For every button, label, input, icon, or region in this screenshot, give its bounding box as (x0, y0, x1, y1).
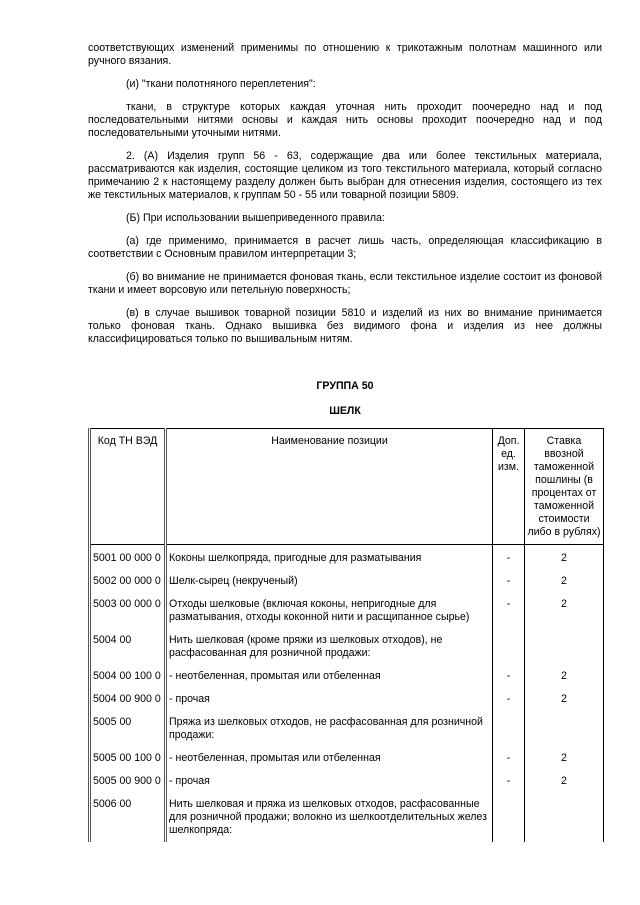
table-row (90, 593, 604, 629)
paragraph: (в) в случае вышивок товарной позиции 5810 и изделий из них во внимание принимается только фоновая ткань. Однако вышивка без видимого фона и изделия из нее должны классифицироваться только по вышивальным нитям. (88, 307, 602, 345)
cell-name: - прочая (166, 688, 493, 711)
cell-code: 5005 00 (90, 711, 166, 747)
paragraph: (Б) При использовании вышеприведенного правила: (126, 212, 385, 224)
cell-name: Шелк-сырец (некрученый) (166, 570, 493, 593)
cell-code: 5004 00 900 0 (90, 688, 166, 711)
cell-name: - неотбеленная, промытая или отбеленная (166, 747, 493, 770)
cell-unit: - (493, 688, 525, 711)
cell-rate: 2 (525, 570, 604, 593)
paragraph: (б) во внимание не принимается фоновая ткань, если текстильное изделие состоит из фоновой ткани и имеет ворсовую или петельную поверхность; (88, 271, 602, 296)
document-body (88, 42, 602, 356)
tariff-table (88, 428, 604, 842)
cell-name: Нить шелковая и пряжа из шелковых отходов, расфасованные для розничной продажи; волокно из шелкоотделительных желез шелкопряда: (166, 793, 493, 842)
cell-name: - прочая (166, 770, 493, 793)
paragraph: (и) "ткани полотняного переплетения": (126, 78, 316, 90)
paragraph: 2. (А) Изделия групп 56 - 63, содержащие два или более текстильных материала, рассматриваются как изделия, состоящие целиком из того текстильного материала, который согласно примечанию 2 к настоящему разделу должен быть выбран для отнесения изделия, состоящего из тех же текстильных материалов, к группам 50 - 55 или товарной позиции 5809. (88, 150, 602, 201)
cell-rate: 2 (525, 545, 604, 571)
cell-code: 5002 00 000 0 (90, 570, 166, 593)
cell-code: 5004 00 100 0 (90, 665, 166, 688)
cell-rate (525, 793, 604, 842)
cell-unit: - (493, 593, 525, 629)
paragraph: ткани, в структуре которых каждая уточная нить проходит поочередно над и под последовательными нитями основы и каждая нить основы проходит поочередно над и под последовательными уточными нитями. (88, 101, 602, 139)
cell-code: 5001 00 000 0 (90, 545, 166, 571)
table-row (90, 629, 604, 665)
cell-unit (493, 793, 525, 842)
cell-unit: - (493, 570, 525, 593)
table-row (90, 793, 604, 842)
cell-name: Пряжа из шелковых отходов, не расфасованная для розничной продажи: (166, 711, 493, 747)
table-row (90, 770, 604, 793)
cell-code: 5006 00 (90, 793, 166, 842)
table-row (90, 545, 604, 571)
cell-code: 5003 00 000 0 (90, 593, 166, 629)
header-name: Наименование позиции (166, 429, 493, 545)
cell-rate (525, 711, 604, 747)
cell-rate: 2 (525, 665, 604, 688)
cell-name: Нить шелковая (кроме пряжи из шелковых отходов), не расфасованная для розничной продажи: (166, 629, 493, 665)
paragraph: соответствующих изменений применимы по отношению к трикотажным полотнам машинного или ручного вязания. (88, 42, 602, 67)
cell-rate: 2 (525, 747, 604, 770)
table-row (90, 711, 604, 747)
table-row (90, 570, 604, 593)
table-row (90, 665, 604, 688)
cell-rate (525, 629, 604, 665)
table-row (90, 688, 604, 711)
cell-code: 5005 00 900 0 (90, 770, 166, 793)
cell-unit: - (493, 770, 525, 793)
header-unit: Доп. ед. изм. (493, 429, 525, 545)
cell-rate: 2 (525, 593, 604, 629)
group-title: ШЕЛК (329, 405, 361, 417)
table-row (90, 747, 604, 770)
paragraph: (а) где применимо, принимается в расчет лишь часть, определяющая классификацию в соответствии с Основным правилом интерпретации 3; (88, 235, 602, 260)
table-header-row (90, 429, 604, 545)
cell-name: Отходы шелковые (включая коконы, непригодные для разматывания, отходы коконной нити и расщипанное сырье) (166, 593, 493, 629)
cell-code: 5005 00 100 0 (90, 747, 166, 770)
group-heading: ГРУППА 50 (316, 380, 374, 392)
cell-unit: - (493, 665, 525, 688)
cell-name: Коконы шелкопряда, пригодные для разматывания (166, 545, 493, 571)
cell-rate: 2 (525, 688, 604, 711)
header-rate: Ставка ввозной таможенной пошлины (в процентах от таможенной стоимости либо в рублях) (525, 429, 604, 545)
cell-unit: - (493, 747, 525, 770)
cell-unit: - (493, 545, 525, 571)
cell-code: 5004 00 (90, 629, 166, 665)
cell-name: - неотбеленная, промытая или отбеленная (166, 665, 493, 688)
header-code: Код ТН ВЭД (90, 429, 166, 545)
cell-unit (493, 629, 525, 665)
cell-unit (493, 711, 525, 747)
cell-rate: 2 (525, 770, 604, 793)
